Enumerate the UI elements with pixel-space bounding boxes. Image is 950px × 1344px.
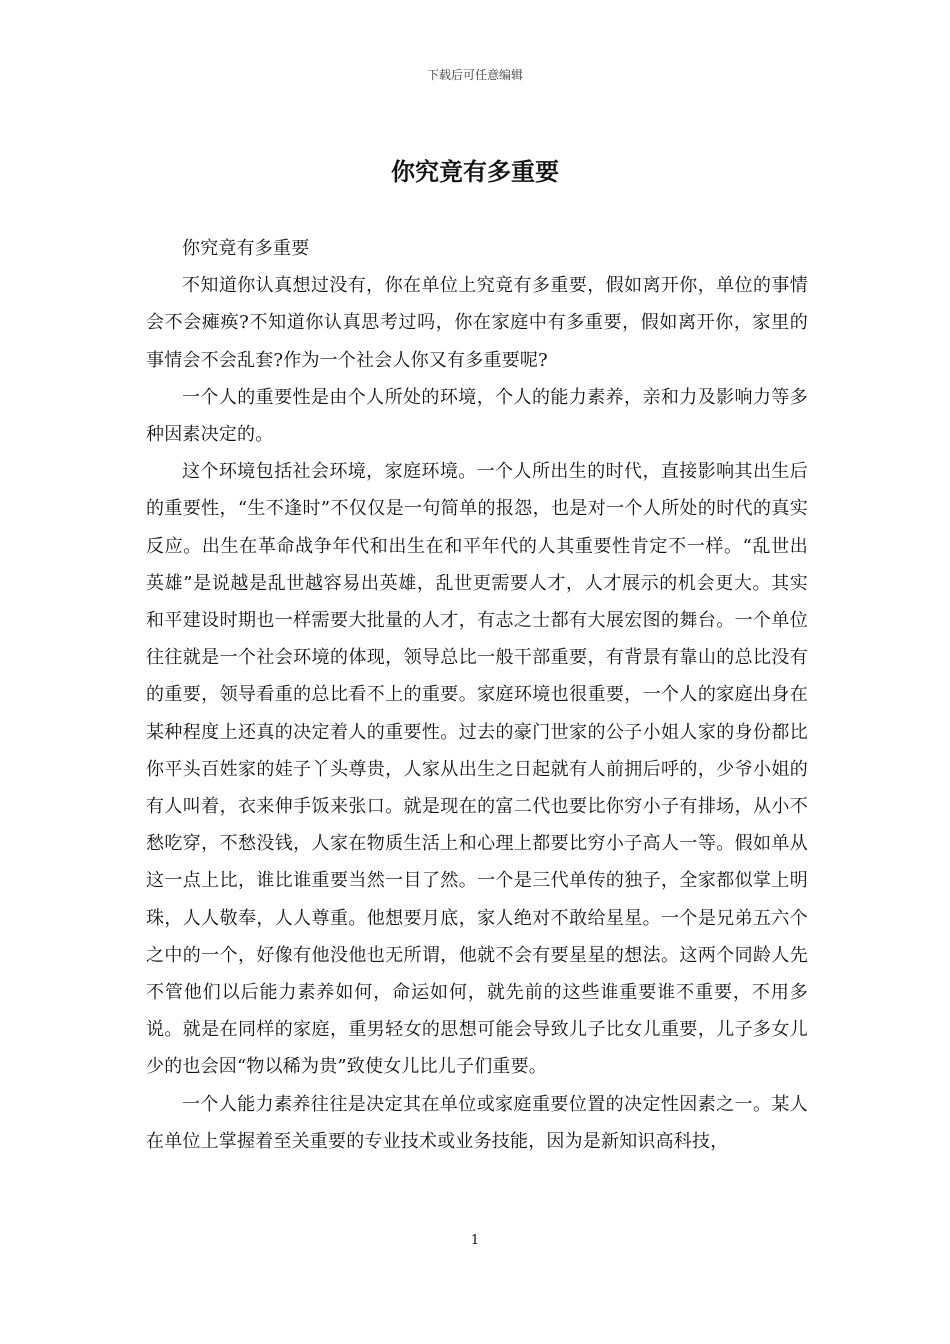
paragraph: 一个人的重要性是由个人所处的环境，个人的能力素养，亲和力及影响力等多种因素决定的。 [146, 386, 808, 446]
paragraph: 一个人能力素养往往是决定其在单位或家庭重要位置的决定性因素之一。某人在单位上掌握着至关重要的专业技术或业务技能，因为是新知识高科技， [146, 1093, 808, 1152]
document-body [146, 230, 808, 1160]
page-header: 下载后可任意编辑 [426, 68, 523, 82]
paragraph: 你究竟有多重要 [182, 238, 310, 259]
paragraph: 这个环境包括社会环境，家庭环境。一个人所出生的时代，直接影响其出生后的重要性，“生不逢时”不仅仅是一句简单的报怨，也是对一个人所处的时代的真实反应。出生在革命战争年代和出生在和平年代的人其重要性肯定不一样。“乱世出英雄”是说越是乱世越容易出英雄，乱世更需要人才，人才展示的机会更大。其实和平建设时期也一样需要大批量的人才，有志之士都有大展宏图的舞台。一个单位往往就是一个社会环境的体现，领导总比一般干部重要，有背景有靠山的总比没有的重要，领导看重的总比看不上的重要。家庭环境也很重要，一个人的家庭出身在某种程度上还真的决定着人的重要性。过去的豪门世家的公子小姐人家的身份都比你平头百姓家的娃子丫头尊贵，人家从出生之日起就有人前拥后呼的，少爷小姐的有人叫着，衣来伸手饭来张口。就是现在的富二代也要比你穷小子有排场，从小不愁吃穿，不愁没钱，人家在物质生活上和心理上都要比穷小子高人一等。假如单从这一点上比，谁比谁重要当然一目了然。一个是三代单传的独子，全家都似掌上明珠，人人敬奉，人人尊重。他想要月底，家人绝对不敢给星星。一个是兄弟五六个之中的一个，好像有他没他也无所谓，他就不会有要星星的想法。这两个同龄人先不管他们以后能力素养如何，命运如何，就先前的这些谁重要谁不重要，不用多说。就是在同样的家庭，重男轻女的思想可能会导致儿子比女儿重要，儿子多女儿少的也会因“物以稀为贵”致使女儿比儿子们重要。 [146, 461, 808, 1078]
paragraph: 不知道你认真想过没有，你在单位上究竟有多重要，假如离开你，单位的事情会不会瘫痪?不知道你认真思考过吗，你在家庭中有多重要，假如离开你，家里的事情会不会乱套?作为一个社会人你又有多重要呢? [146, 275, 808, 371]
page-number: 1 [470, 1233, 480, 1248]
document-title: 你究竟有多重要 [391, 157, 559, 186]
